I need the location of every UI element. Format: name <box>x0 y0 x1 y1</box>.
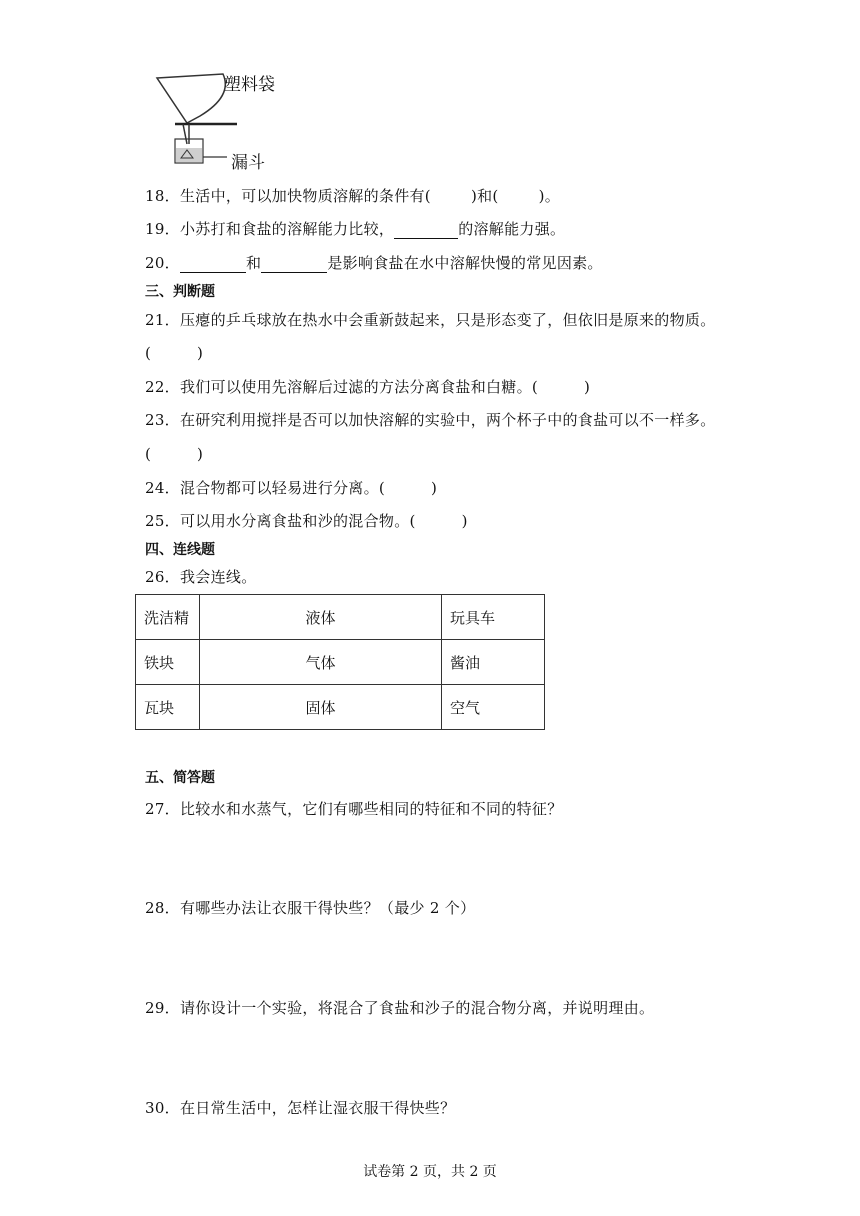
answer-blank[interactable] <box>261 256 327 273</box>
table-cell[interactable]: 固体 <box>200 685 442 730</box>
question-23 <box>145 410 716 430</box>
question-text: )。 <box>538 187 561 205</box>
question-number: 30． <box>145 1099 180 1117</box>
question-21 <box>145 310 716 330</box>
question-number: 28． <box>145 899 180 917</box>
question-number: 22． <box>145 378 180 396</box>
question-text: 是影响食盐在水中溶解快慢的常见因素。 <box>327 254 603 272</box>
figure-label-bag: 塑料袋 <box>224 75 275 95</box>
question-text: 压瘪的乒乓球放在热水中会重新鼓起来，只是形态变了，但依旧是原来的物质。 <box>180 311 716 329</box>
question-22 <box>145 377 590 397</box>
table-row <box>136 685 545 730</box>
question-number: 18． <box>145 187 180 205</box>
question-26 <box>145 567 257 587</box>
question-number: 23． <box>145 411 180 429</box>
answer-area[interactable] <box>145 1122 705 1152</box>
answer-area[interactable] <box>145 1022 705 1092</box>
table-cell[interactable]: 铁块 <box>136 640 200 685</box>
section-title-short-answer: 五、简答题 <box>145 770 215 786</box>
question-number: 26． <box>145 568 180 586</box>
answer-parens[interactable]: ( ) <box>145 344 204 362</box>
answer-parens[interactable]: ( ) <box>409 512 468 530</box>
question-text: 我们可以使用先溶解后过滤的方法分离食盐和白糖。 <box>180 378 532 396</box>
question-text: 在研究利用搅拌是否可以加快溶解的实验中，两个杯子中的食盐可以不一样多。 <box>180 411 716 429</box>
figure-label-funnel: 漏斗 <box>231 153 265 173</box>
question-text: 混合物都可以轻易进行分离。 <box>180 479 379 497</box>
answer-area[interactable] <box>145 922 705 992</box>
question-text: 请你设计一个实验，将混合了食盐和沙子的混合物分离，并说明理由。 <box>180 999 655 1017</box>
table-row <box>136 595 545 640</box>
question-number: 21． <box>145 311 180 329</box>
question-number: 29． <box>145 999 180 1017</box>
answer-parens[interactable]: ( ) <box>378 479 438 497</box>
table-cell[interactable]: 玩具车 <box>442 595 545 640</box>
table-cell[interactable]: 瓦块 <box>136 685 200 730</box>
question-30 <box>145 1098 455 1118</box>
answer-area[interactable] <box>145 822 705 892</box>
question-number: 24． <box>145 479 180 497</box>
question-text: 在日常生活中，怎样让湿衣服干得快些？ <box>180 1099 456 1117</box>
table-cell[interactable]: 空气 <box>442 685 545 730</box>
matching-table <box>135 594 545 730</box>
answer-parens[interactable]: ( ) <box>145 445 204 463</box>
question-25 <box>145 511 468 531</box>
question-19 <box>145 219 565 239</box>
question-24 <box>145 478 437 498</box>
question-text: 比较水和水蒸气，它们有哪些相同的特征和不同的特征？ <box>180 800 563 818</box>
question-27 <box>145 799 563 819</box>
table-row <box>136 640 545 685</box>
question-28 <box>145 898 475 918</box>
question-29 <box>145 998 654 1018</box>
table-cell[interactable]: 液体 <box>200 595 442 640</box>
question-text: 有哪些办法让衣服干得快些？（最少 2 个） <box>180 899 476 917</box>
question-text: )和( <box>470 187 499 205</box>
question-text: 和 <box>246 254 262 272</box>
question-18 <box>145 186 560 206</box>
table-cell[interactable]: 气体 <box>200 640 442 685</box>
section-title-matching: 四、连线题 <box>145 542 215 558</box>
question-number: 20． <box>145 254 180 272</box>
table-cell[interactable]: 洗洁精 <box>136 595 200 640</box>
question-number: 25． <box>145 512 180 530</box>
answer-parens[interactable]: ( ) <box>531 378 591 396</box>
question-number: 19． <box>145 220 180 238</box>
table-cell[interactable]: 酱油 <box>442 640 545 685</box>
answer-blank[interactable] <box>394 222 458 239</box>
question-text: 的溶解能力强。 <box>458 220 566 238</box>
question-text: 我会连线。 <box>180 568 257 586</box>
question-20 <box>145 253 603 273</box>
question-text: 小苏打和食盐的溶解能力比较， <box>180 220 395 238</box>
question-text: 可以用水分离食盐和沙的混合物。 <box>180 512 410 530</box>
question-text: 生活中，可以加快物质溶解的条件有( <box>180 187 431 205</box>
section-title-judgement: 三、判断题 <box>145 284 215 300</box>
answer-blank[interactable] <box>180 256 246 273</box>
page-footer: 试卷第 2 页，共 2 页 <box>363 1164 497 1180</box>
question-number: 27． <box>145 800 180 818</box>
